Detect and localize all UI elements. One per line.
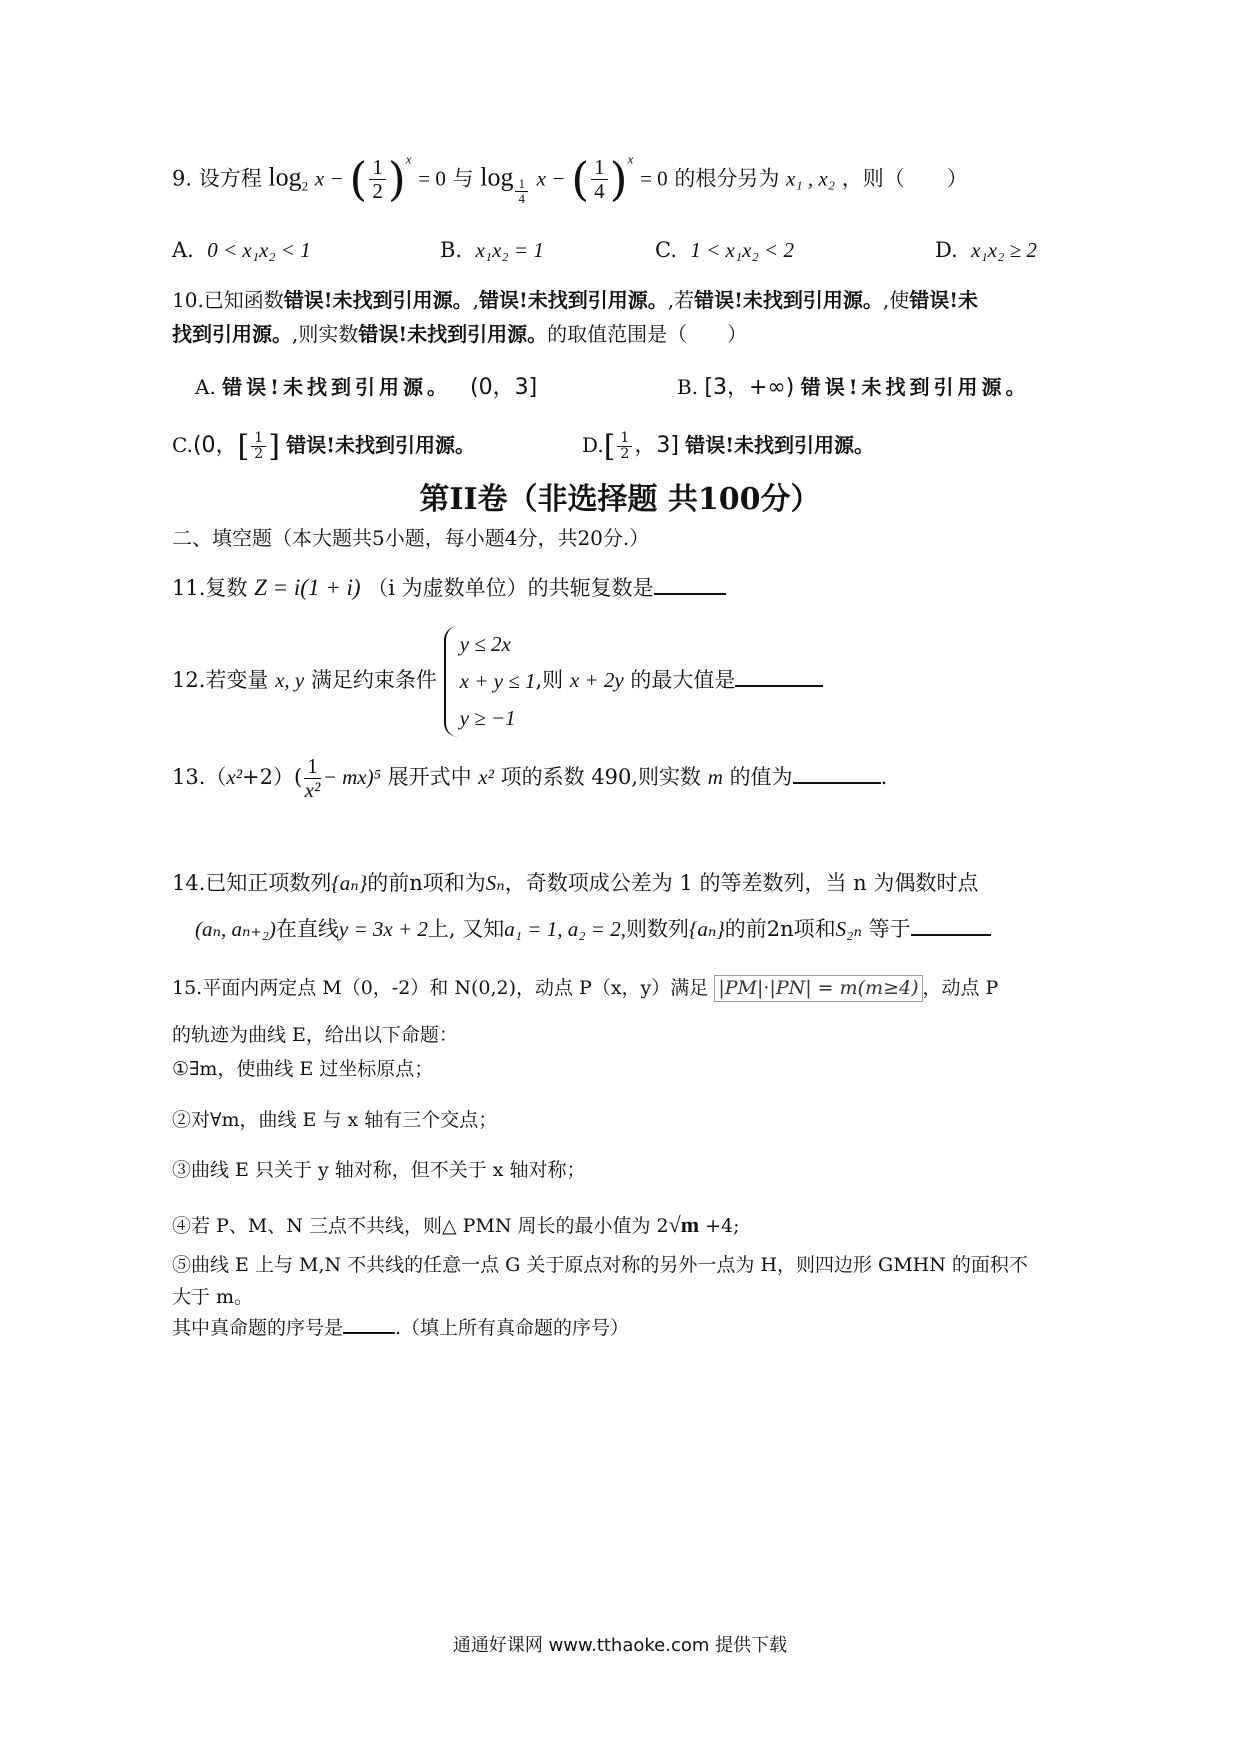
question-15-line-1: 15.平面内两定点 M（0，-2）和 N(0,2)，动点 P（x，y）满足 |PM|·|PN| = m(m≥4) ，动点 P [172,975,998,1002]
q15-condition: |PM|·|PN| = m(m≥4) [714,975,922,1002]
question-14-line-2: (aₙ, aₙ₊₂)在直线y = 3x + 2上, 又知a₁ = 1, a₂ = 2,则数列{aₙ}的前2n项和S₂ₙ 等于 [195,916,991,943]
question-11: 11.复数 Z = i(1 + i) （i 为虚数单位）的共轭复数是 [172,573,726,603]
q15-proposition-1: ①∃m，使曲线 E 过坐标原点； [172,1058,434,1080]
q9-frac-half: $\frac{1}{2}$ [369,156,386,203]
q12-constraint-3: y ≥ −1 [459,706,516,730]
q12-constraint-1: y ≤ 2x [459,632,511,656]
q9-option-a: A. 0 < x₁x₂ < 1 [172,238,311,262]
q9-exponent: x [405,151,412,167]
q14-answer-blank[interactable] [911,933,991,936]
question-13: 13.（x²+2）( $\frac{1}{\text{x²}}$ − mx)⁵ 展开式中 x² 项的系数 490,则实数 m 的值为 . [172,754,888,803]
q9-eq0: = 0 [418,166,446,191]
q9-eq0-2: = 0 [640,166,668,191]
q15-proposition-3: ③曲线 E 只关于 y 轴对称，但不关于 x 轴对称； [172,1159,586,1181]
question-10-line-2: 找到引用源。,则实数错误!未找到引用源。的取值范围是（ ） [172,322,748,346]
q10-option-d: D.[ $\frac{1}{2}$ ，3] 错误!未找到引用源。 [582,429,875,464]
part2-heading: 二、填空题（本大题共5小题，每小题4分，共20分.） [172,526,650,550]
q9-minus-2: − [552,166,565,191]
q9-var: x [314,166,325,191]
q9-text: 设方程 [198,166,262,191]
question-14-line-1: 14.已知正项数列{aₙ}的前n项和为Sₙ，奇数项成公差为 1 的等差数列，当 n 为偶数时点 [172,871,979,895]
q9-text-tail: ，则（ ） [841,166,968,191]
q9-log: log [268,162,302,192]
q10-option-b: B. [3，+∞) 错误!未找到引用源。 [677,375,1030,400]
q13-fraction: $\frac{1}{\text{x²}}$ [304,754,321,803]
q9-roots: x₁ , x₂ [786,166,836,191]
question-9: 9. 设方程 $\log_2 x$ − ( $\frac{1}{2}$ )$^x$ = 0 与 log $\frac{1}{4}$ x − ( $\frac{1}{4}$ )$^x$ = 0 的根分另为 x₁ , x₂ ，则（ ） [172,151,968,207]
q9-minus: − [330,166,343,191]
q15-proposition-5-line-1: ⑤曲线 E 上与 M,N 不共线的任意一点 G 关于原点对称的另外一点为 H，则四边形 GMHN 的面积不 [172,1254,1028,1276]
q9-var-2: x [536,166,546,191]
q9-text-and: 与 [452,166,474,191]
q9-frac-quarter: $\frac{1}{4}$ [591,156,608,203]
q9-log-base: 2 [301,178,309,194]
q9-log-2: log [480,162,514,192]
q12-constraint-2: x + y ≤ 1 [459,669,536,693]
q12-answer-blank[interactable] [735,684,823,687]
q13-answer-blank[interactable] [793,781,881,784]
q10-option-c: C.(0，[ $\frac{1}{2}$ ] 错误!未找到引用源。 [172,429,476,464]
q10-option-a: A. 错误!未找到引用源。 (0，3] [195,375,538,400]
q15-answer-line: 其中真命题的序号是 .（填上所有真命题的序号） [172,1317,630,1339]
q9-text-roots: 的根分另为 [674,166,780,191]
page-footer: 通通好课网 www.tthaoke.com 提供下载 [452,1635,788,1656]
question-10-line-1: 10.已知函数错误!未找到引用源。,错误!未找到引用源。,若错误!未找到引用源。,使错误!未 [172,288,979,312]
q15-proposition-2: ②对∀m，曲线 E 与 x 轴有三个交点； [172,1109,498,1131]
q11-answer-blank[interactable] [654,592,726,595]
q9-log-base-quarter: $\frac{1}{4}$ [515,177,528,207]
q9-option-c: C. 1 < x₁x₂ < 2 [655,238,794,262]
q9-option-b: B. x₁x₂ = 1 [440,238,544,262]
q9-number: 9. [172,166,193,191]
question-15-line-2: 的轨迹为曲线 E，给出以下命题： [172,1024,458,1046]
q15-proposition-4: ④若 P、M、N 三点不共线，则△ PMN 周长的最小值为 2√m +4; [172,1212,740,1237]
q9-exponent-2: x [627,151,634,167]
q15-answer-blank[interactable] [343,1331,395,1334]
q9-option-d: D. x₁x₂ ≥ 2 [935,238,1037,262]
section-title: 第II卷（非选择题 共100分） [419,482,821,517]
q15-proposition-5-line-2: 大于 m。 [172,1286,254,1308]
q12-constraint-system [444,626,536,737]
question-12: 12.若变量 x, y 满足约束条件 y ≤ 2x x + y ≤ 1 y ≥ −1 ,则 x + 2y 的最大值是 [172,626,823,737]
